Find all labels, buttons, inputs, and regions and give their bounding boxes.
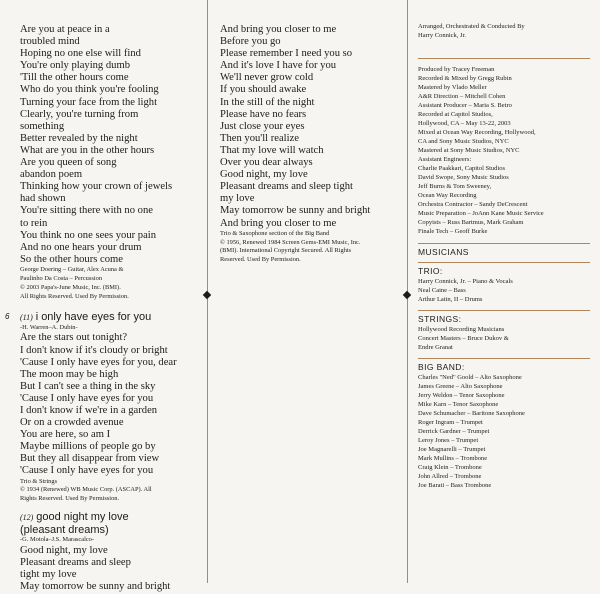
lyric-line: And bring you closer to me [220, 217, 337, 229]
musician-line: Mike Karn – Tenor Saxophone [418, 401, 499, 408]
lyric-line: Better revealed by the night [20, 132, 138, 144]
lyric-line: And no one hears your drum [20, 241, 142, 253]
lyric-line: had shown [20, 193, 66, 205]
credit-line: All Rights Reserved. Used By Permission. [20, 292, 129, 300]
lyric-line: Please have no fears [220, 108, 307, 120]
credit-line: Orchestra Contractor – Sandy DeCrescent [418, 201, 528, 208]
lyrics-block-good-night [220, 24, 398, 230]
big-band-heading: BIG BAND: [418, 358, 590, 373]
lyric-line: If you should awake [220, 84, 307, 96]
credits-block-track-11 [20, 478, 202, 505]
credit-line: CA and Sony Music Studios, NYC [418, 138, 509, 145]
musicians-heading: MUSICIANS [418, 243, 590, 258]
credit-line: © 1956, Renewed 1984 Screen Gems-EMI Music, Inc. [220, 238, 361, 246]
lyric-line: What are you in the other hours [20, 144, 155, 156]
strings-heading: STRINGS: [418, 310, 590, 325]
lyric-line: something [20, 120, 65, 132]
lyric-line: I don't know if we're in a garden [20, 404, 158, 416]
lyric-line: In the still of the night [220, 96, 315, 108]
arranger-block [418, 22, 590, 40]
lyric-line: 'Till the other hours come [20, 72, 129, 84]
credit-line: Harry Connick, Jr. [418, 32, 467, 39]
column-3 [418, 22, 590, 490]
lyric-line: 'Cause I only have eyes for you [20, 465, 154, 477]
musician-line: Craig Klein – Trombone [418, 464, 482, 471]
trio-list [418, 277, 590, 304]
musician-line: James Greene – Alto Saxophone [418, 383, 503, 390]
credit-line: Hollywood, CA – May 13-22, 2003 [418, 120, 511, 127]
musician-line: Hollywood Recording Musicians [418, 326, 505, 333]
track-number: (12) [20, 513, 34, 523]
musician-line: Roger Ingram – Trumpet [418, 419, 483, 426]
lyric-line: Over you dear always [220, 157, 313, 169]
lyric-line: Clearly, you're turning from [20, 108, 139, 120]
lyric-line: The moon may be high [20, 368, 119, 380]
credit-line: Paulinho Da Costa – Percussion [20, 274, 103, 282]
trio-heading: TRIO: [418, 262, 590, 277]
lyric-line: Then you'll realize [220, 132, 299, 144]
credit-line: David Swope, Sony Music Studios [418, 174, 509, 181]
track-title: good night my love [36, 511, 129, 524]
musician-line: John Allred – Trombone [418, 473, 482, 480]
track-number: (11) [20, 312, 33, 322]
track-writers: -G. Motola–J.S. Marascalco- [20, 536, 95, 544]
section-divider [418, 40, 590, 59]
track-11-heading [5, 310, 202, 324]
lyric-line: Pleasant dreams and sleep tight [220, 181, 353, 193]
lyrics-block-track-11 [20, 332, 202, 477]
lyric-line: Just close your eyes [220, 120, 305, 132]
diamond-ornament-right [403, 291, 411, 299]
musician-line: Harry Connick, Jr. – Piano & Vocals [418, 278, 513, 285]
strings-list [418, 325, 590, 352]
credit-line: Recorded at Capitol Studios, [418, 111, 493, 118]
lyric-line: Who do you think you're fooling [20, 84, 159, 96]
lyrics-block-other-hours [20, 24, 202, 266]
credit-line: Mixed at Ocean Way Recording, Hollywood, [418, 129, 536, 136]
musician-line: Endre Granat [418, 344, 453, 351]
lyric-line: Are you at peace in a [20, 24, 110, 35]
lyric-line: troubled mind [20, 36, 80, 48]
diamond-ornament-left [203, 291, 211, 299]
musician-line: Mark Mullins – Trombone [418, 455, 488, 462]
lyric-line: I don't know if it's cloudy or bright [20, 344, 168, 356]
lyric-line: Turning your face from the light [20, 96, 158, 108]
credit-line: Mastered by Vlado Meller [418, 84, 487, 91]
musician-line: Leroy Jones – Trumpet [418, 437, 479, 444]
credit-line: Arranged, Orchestrated & Conducted By [418, 23, 525, 30]
track-12-heading [20, 511, 202, 536]
lyric-line: You're sitting there with no one [20, 205, 153, 217]
credit-line: Recorded & Mixed by Gregg Rubin [418, 75, 512, 82]
musician-line: Neal Caine – Bass [418, 287, 466, 294]
track-subtitle: (pleasant dreams) [20, 524, 109, 537]
lyric-line: Please remember I need you so [220, 48, 353, 60]
credit-line: Trio & Strings [20, 477, 58, 485]
credit-line: Ocean Way Recording [418, 192, 477, 199]
lyric-line: Good night, my love [220, 169, 308, 181]
musician-line: Charles "Ned" Goold – Alto Saxophone [418, 374, 522, 381]
lyric-line: May tomorrow be sunny and bright [20, 581, 171, 593]
lyric-line: You are here, so am I [20, 429, 111, 441]
track-writers: -H. Warren–A. Dubin- [20, 323, 78, 331]
lyric-line: tight my love [20, 569, 77, 581]
lyric-line: So the other hours come [20, 253, 123, 265]
lyric-line: Are you queen of song [20, 157, 117, 169]
musician-line: Derrick Gardner – Trumpet [418, 428, 490, 435]
credit-line: Assistant Producer – Maria S. Betro [418, 102, 512, 109]
musician-line: Arthur Latin, II – Drums [418, 296, 483, 303]
musician-line: Dave Schumacher – Baritone Saxophone [418, 410, 525, 417]
lyric-line: to rein [20, 217, 48, 229]
lyric-line: 'Cause I only have eyes for you [20, 392, 154, 404]
credits-block [20, 266, 202, 302]
lyric-line: And bring you closer to me [220, 24, 337, 35]
lyric-line: Good night, my love [20, 545, 108, 557]
musician-line: Joe Magnarelli – Trumpet [418, 446, 486, 453]
lyric-line: Maybe millions of people go by [20, 441, 156, 453]
lyrics-block-track-12 [20, 545, 202, 593]
lyric-line: May tomorrow be sunny and bright [220, 205, 371, 217]
credit-line: A&R Direction – Mitchell Cohen [418, 93, 506, 100]
lyric-line: Or on a crowded avenue [20, 417, 124, 429]
lyric-line: Before you go [220, 36, 281, 48]
musician-line: Joe Barati – Bass Trombone [418, 482, 492, 489]
column-2 [220, 24, 398, 265]
lyric-line: That my love will watch [220, 144, 324, 156]
credit-line: Music Preparation – JoAnn Kane Music Service [418, 210, 544, 217]
credit-line: Charlie Paakkari, Capitol Studios [418, 165, 506, 172]
credit-line: © 1934 (Renewed) WB Music Corp. (ASCAP). All [20, 486, 152, 494]
credit-line: (BMI). International Copyright Secured. All Rights [220, 247, 352, 255]
production-credits [418, 65, 590, 236]
musician-line: Concert Masters – Bruce Dukov & [418, 335, 509, 342]
credit-line: Reserved. Used By Permission. [220, 256, 301, 264]
lyric-line: my love [220, 193, 255, 205]
lyric-line: But they all disappear from view [20, 453, 160, 465]
lyric-line: Pleasant dreams and sleep [20, 557, 131, 569]
lyric-line: But I can't see a thing in the sky [20, 380, 156, 392]
credit-line: Jeff Burns & Tom Sweeney, [418, 183, 492, 190]
credit-line: Finale Tech – Geoff Burke [418, 228, 488, 235]
credits-block [220, 230, 398, 266]
credit-line: Produced by Tracey Freeman [418, 66, 495, 73]
lyric-line: You think no one sees your pain [20, 229, 157, 241]
lyric-line: You're only playing dumb [20, 60, 131, 72]
column-1 [5, 24, 202, 594]
credit-line: Rights Reserved. Used By Permission. [20, 495, 120, 503]
page-number: 6 [5, 311, 10, 321]
credit-line: Mastered at Sony Music Studios, NYC [418, 147, 520, 154]
credit-line: Trio & Saxophone section of the Big Band [220, 229, 330, 237]
track-title: i only have eyes for you [35, 310, 152, 323]
credit-line: Copyists – Russ Bartmus, Mark Graham [418, 219, 524, 226]
credit-line: © 2003 Papa's-June Music, Inc. (BMI). [20, 283, 121, 291]
credit-line: George Doering – Guitar, Alex Acuna & [20, 265, 124, 273]
credit-line: Assistant Engineers: [418, 156, 472, 163]
lyric-line: 'Cause I only have eyes for you, dear [20, 356, 177, 368]
big-band-list [418, 373, 590, 490]
musician-line: Jerry Weldon – Tenor Saxophone [418, 392, 505, 399]
lyric-line: And it's love I have for you [220, 60, 337, 72]
lyric-line: Are the stars out tonight? [20, 332, 128, 344]
lyric-line: Thinking how your crown of jewels [20, 181, 173, 193]
lyric-line: abandon poem [20, 169, 83, 181]
lyric-line: Hoping no one else will find [20, 48, 141, 60]
lyric-line: We'll never grow cold [220, 72, 314, 84]
